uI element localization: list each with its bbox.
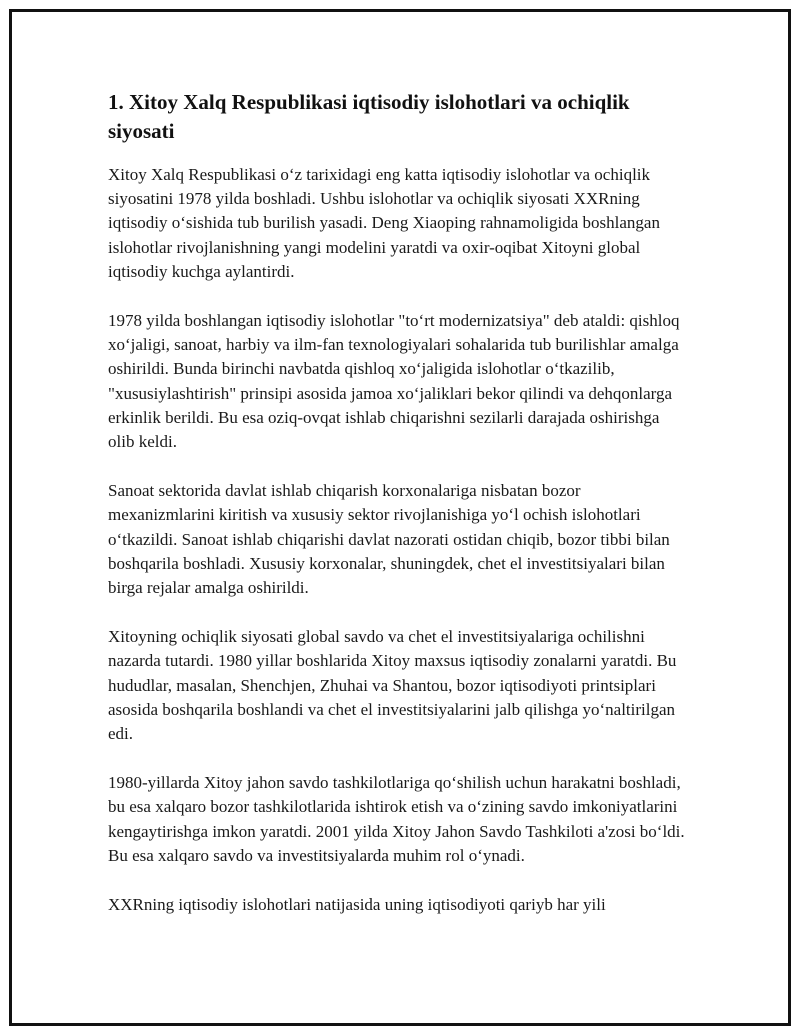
paragraph-5: 1980-yillarda Xitoy jahon savdo tashkilotlariga qo‘shilish uchun harakatni boshladi, bu esa xalqaro bozor tashkilotlarida ishtirok etish va o‘zining savdo imkoniyatlarini kengaytirishga imkon yaratdi. 2001 yilda Xitoy Jahon Savdo Tashkiloti a'zosi bo‘ldi. Bu esa xalqaro savdo va investitsiyalarda muhim rol o‘ynadi. xyxy=(108,773,685,865)
paragraph-2: 1978 yilda boshlangan iqtisodiy islohotlar "to‘rt modernizatsiya" deb ataldi: qishloq xo‘jaligi, sanoat, harbiy va ilm-fan texnologiyalari sohalarida tub burilishlar amalga oshirildi. Bunda birinchi navbatda qishloq xo‘jaligida islohotlar o‘tkazilib, "xususiylashtirish" prinsipi asosida jamoa xo‘jaliklari bekor qilindi va dehqonlarga erkinlik berildi. Bu esa oziq-ovqat ishlab chiqarishni sezilarli darajada oshirishga olib keldi. xyxy=(108,311,680,452)
paragraph-1: Xitoy Xalq Respublikasi o‘z tarixidagi eng katta iqtisodiy islohotlar va ochiqlik siyosatini 1978 yilda boshladi. Ushbu islohotlar va ochiqlik siyosati XXRning iqtisodiy o‘sishida tub burilish yasadi. Deng Xiaoping rahnamoligida boshlangan islohotlar rivojlanishning yangi modelini yaratdi va oxir-oqibat Xitoyni global iqtisodiy kuchga aylantirdi. xyxy=(108,165,660,281)
section-heading: 1. Xitoy Xalq Respublikasi iqtisodiy islohotlari va ochiqlik siyosati xyxy=(108,90,630,143)
paragraph-4: Xitoyning ochiqlik siyosati global savdo va chet el investitsiyalariga ochilishni nazarda tutardi. 1980 yillar boshlarida Xitoy maxsus iqtisodiy zonalarni yaratdi. Bu hududlar, masalan, Shenchjen, Zhuhai va Shantou, bozor iqtisodiyoti printsiplari asosida boshqarila boshlandi va chet el investitsiyalarini jalb qilishga yo‘naltirilgan edi. xyxy=(108,627,677,744)
paragraph-3: Sanoat sektorida davlat ishlab chiqarish korxonalariga nisbatan bozor mexanizmlarini kiritish va xususiy sektor rivojlanishiga yo‘l ochish islohotlari o‘tkazildi. Sanoat ishlab chiqarishi davlat nazorati ostidan chiqib, bozor tibbi bilan boshqarila boshladi. Xususiy korxonalar, shuningdek, chet el investitsiyalari bilan birga rejalar amalga oshirildi. xyxy=(108,481,670,598)
document-body xyxy=(108,88,688,942)
paragraph-6: XXRning iqtisodiy islohotlari natijasida uning iqtisodiyoti qariyb har yili xyxy=(108,895,606,915)
